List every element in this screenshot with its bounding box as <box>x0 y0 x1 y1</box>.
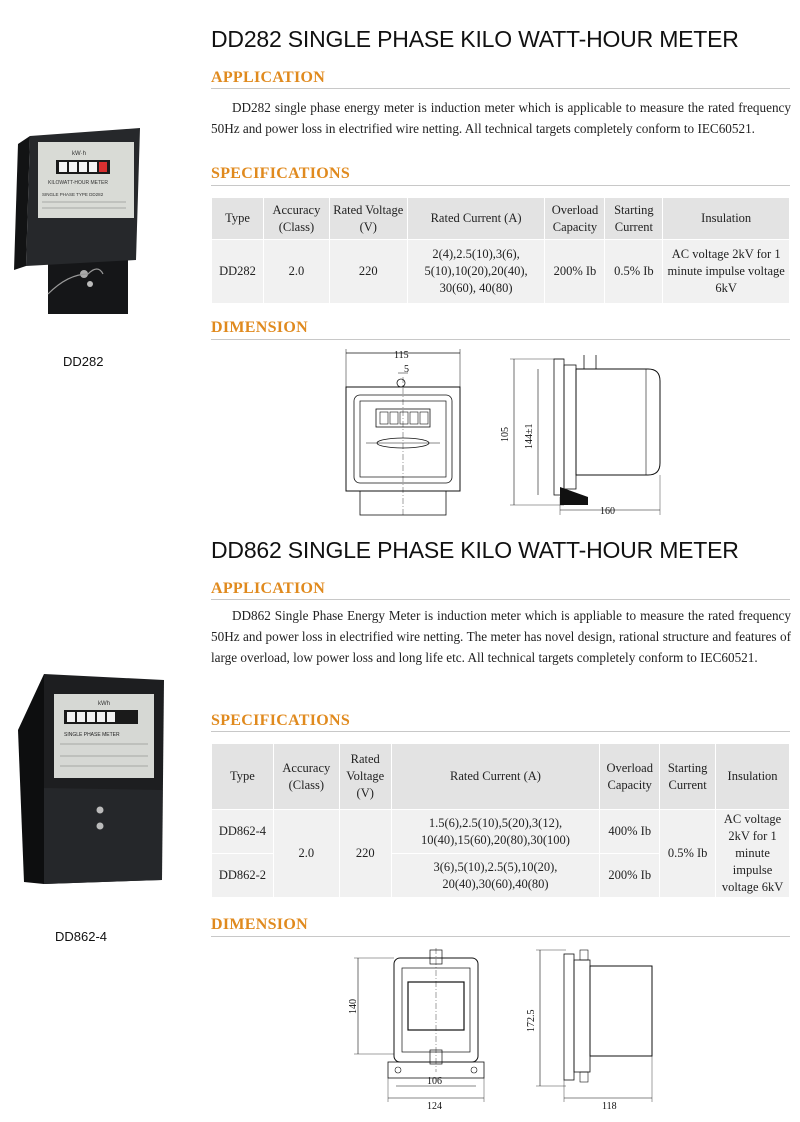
dim-height-total-label: 144±1 <box>524 423 535 449</box>
dd282-meter-photo <box>8 124 158 324</box>
cell-insulation: AC voltage 2kV for 1 minute impulse voltage 6kV <box>716 810 790 898</box>
cell-insulation: AC voltage 2kV for 1 minute impulse voltage 6kV <box>663 240 790 304</box>
cell-accuracy: 2.0 <box>273 810 339 898</box>
dd282-application-text: DD282 single phase energy meter is induction meter which is applicable to measure the rated frequency 50Hz and power loss in electrified wire netting. All technical targets completely conform to IEC60521. <box>211 100 791 136</box>
cell-current: 2(4),2.5(10),3(6), 5(10),10(20),20(40), 30(60), 40(80) <box>407 240 545 304</box>
dd862-dimension-drawing <box>344 946 664 1114</box>
dim-width-label: 115 <box>394 350 409 361</box>
cell-accuracy: 2.0 <box>263 240 329 304</box>
header-current: Rated Current (A) <box>407 198 545 240</box>
header-accuracy: Accuracy (Class) <box>273 744 339 810</box>
header-voltage: Rated Voltage (V) <box>329 198 407 240</box>
header-starting: Starting Current <box>660 744 716 810</box>
photo-label-meter: KILOWATT-HOUR METER <box>48 180 108 186</box>
cell-voltage: 220 <box>339 810 391 898</box>
photo-label-spec: SINGLE PHASE TYPE DD282 <box>42 192 104 197</box>
divider <box>211 936 790 937</box>
cell-overload: 200% Ib <box>600 854 660 898</box>
divider <box>211 599 790 600</box>
dim-depth-label: 160 <box>600 506 615 517</box>
cell-voltage: 220 <box>329 240 407 304</box>
divider <box>211 88 790 89</box>
dd862-title: DD862 SINGLE PHASE KILO WATT-HOUR METER <box>211 537 739 563</box>
dd862-dimension-heading: DIMENSION <box>211 916 308 933</box>
header-accuracy: Accuracy (Class) <box>263 198 329 240</box>
divider <box>211 339 790 340</box>
dd282-specifications-heading: SPECIFICATIONS <box>211 165 351 182</box>
header-insulation: Insulation <box>663 198 790 240</box>
dim-outer-width-label: 124 <box>427 1101 442 1112</box>
header-starting: Starting Current <box>605 198 663 240</box>
dd862-application-heading: APPLICATION <box>211 580 326 597</box>
dim-height-total-label: 172.5 <box>526 1009 537 1032</box>
cell-type: DD862-4 <box>212 810 274 854</box>
divider <box>211 185 790 186</box>
header-insulation: Insulation <box>716 744 790 810</box>
dd282-title: DD282 SINGLE PHASE KILO WATT-HOUR METER <box>211 26 739 52</box>
cell-type: DD282 <box>212 240 264 304</box>
dd282-dimension-drawing <box>338 347 678 517</box>
cell-current: 3(6),5(10),2.5(5),10(20), 20(40),30(60),40(80) <box>391 854 600 898</box>
dd862-spec-table <box>211 743 790 898</box>
dim-height-label: 140 <box>348 999 359 1014</box>
header-type: Type <box>212 744 274 810</box>
photo-label-kwh: kW·h <box>72 151 86 157</box>
header-overload: Overload Capacity <box>545 198 605 240</box>
cell-overload: 400% Ib <box>600 810 660 854</box>
dim-small-label: 5 <box>404 364 409 375</box>
dd862-specifications-heading: SPECIFICATIONS <box>211 712 351 729</box>
dim-height-label: 105 <box>500 427 511 442</box>
dim-inner-width-label: 106 <box>427 1076 442 1087</box>
cell-starting: 0.5% Ib <box>660 810 716 898</box>
cell-type: DD862-2 <box>212 854 274 898</box>
dd282-application-heading: APPLICATION <box>211 69 326 86</box>
photo-label-spec: SINGLE PHASE METER <box>64 732 120 738</box>
photo-label-kwh: kWh <box>98 701 110 707</box>
dd862-photo-caption: DD862-4 <box>55 929 108 944</box>
header-type: Type <box>212 198 264 240</box>
dd282-dimension-heading: DIMENSION <box>211 319 308 336</box>
header-overload: Overload Capacity <box>600 744 660 810</box>
header-voltage: Rated Voltage (V) <box>339 744 391 810</box>
dd862-meter-photo <box>4 670 179 892</box>
dd862-application-text: DD862 Single Phase Energy Meter is induction meter which is appliable to measure the rated frequency 50Hz and power loss in electrified wire netting. The meter has novel design, rational structure and features of large overload, low power loss and long life etc. All technical targets completely conform to IEC60521. <box>211 608 791 665</box>
cell-current: 1.5(6),2.5(10),5(20),3(12), 10(40),15(60),20(80),30(100) <box>391 810 600 854</box>
dd282-photo-caption: DD282 <box>63 354 104 369</box>
divider <box>211 731 790 732</box>
dim-depth-label: 118 <box>602 1101 617 1112</box>
cell-starting: 0.5% Ib <box>605 240 663 304</box>
cell-overload: 200% Ib <box>545 240 605 304</box>
header-current: Rated Current (A) <box>391 744 600 810</box>
dd282-spec-table <box>211 197 790 304</box>
